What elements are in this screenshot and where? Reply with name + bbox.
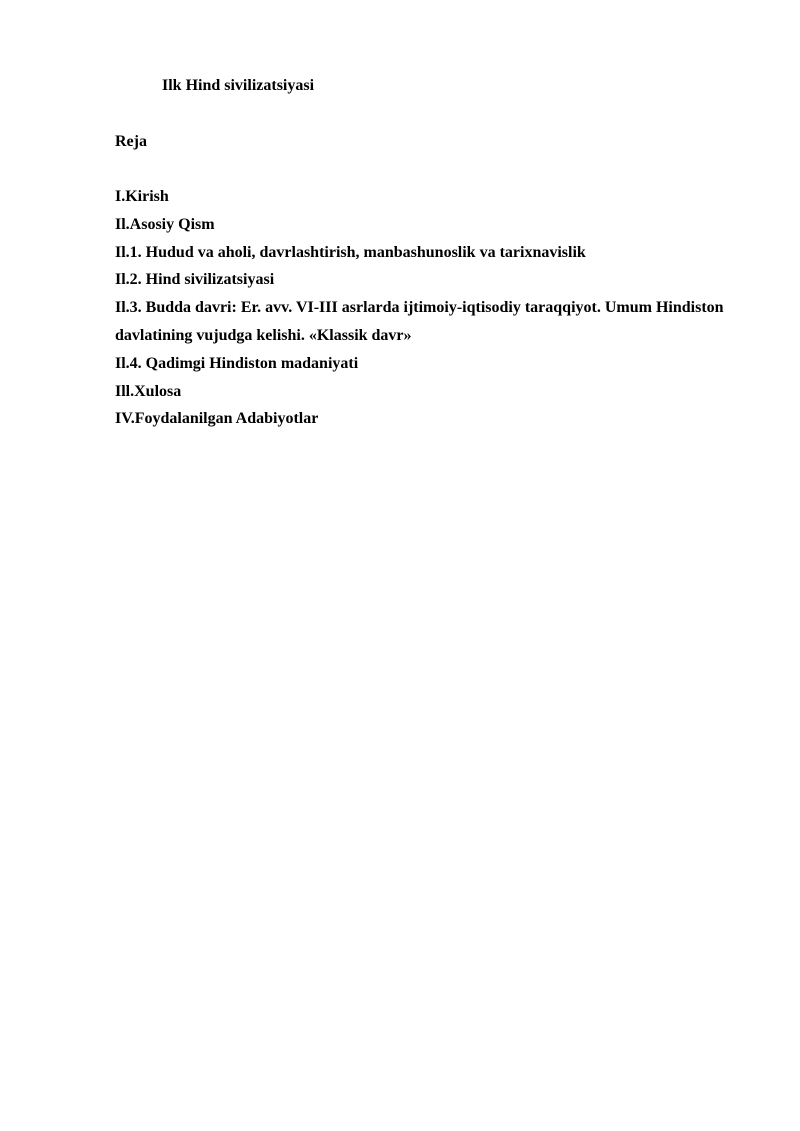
document-title: Ilk Hind sivilizatsiyasi	[162, 77, 315, 94]
toc-item-territory-population: Il.1. Hudud va aholi, davrlashtirish, manbashunoslik va tarixnavislik	[115, 243, 586, 261]
toc-item-conclusion: Ill.Xulosa	[115, 382, 182, 400]
toc-item-introduction: I.Kirish	[115, 188, 169, 205]
plan-heading: Reja	[115, 133, 147, 150]
table-of-contents	[115, 183, 755, 433]
toc-item-indian-civilization: Il.2. Hind sivilizatsiyasi	[115, 271, 275, 289]
toc-item-main-part: Il.Asosiy Qism	[115, 215, 215, 233]
toc-item-ancient-culture: Il.4. Qadimgi Hindiston madaniyati	[115, 354, 359, 372]
toc-item-references: IV.Foydalanilgan Adabiyotlar	[115, 410, 319, 428]
toc-item-buddha-period: Il.3. Budda davri: Er. avv. VI-III asrlarda ijtimoiy-iqtisodiy taraqqiyot. Umum Hindiston davlatining vujudga kelishi. «Klassik davr»	[115, 299, 724, 344]
